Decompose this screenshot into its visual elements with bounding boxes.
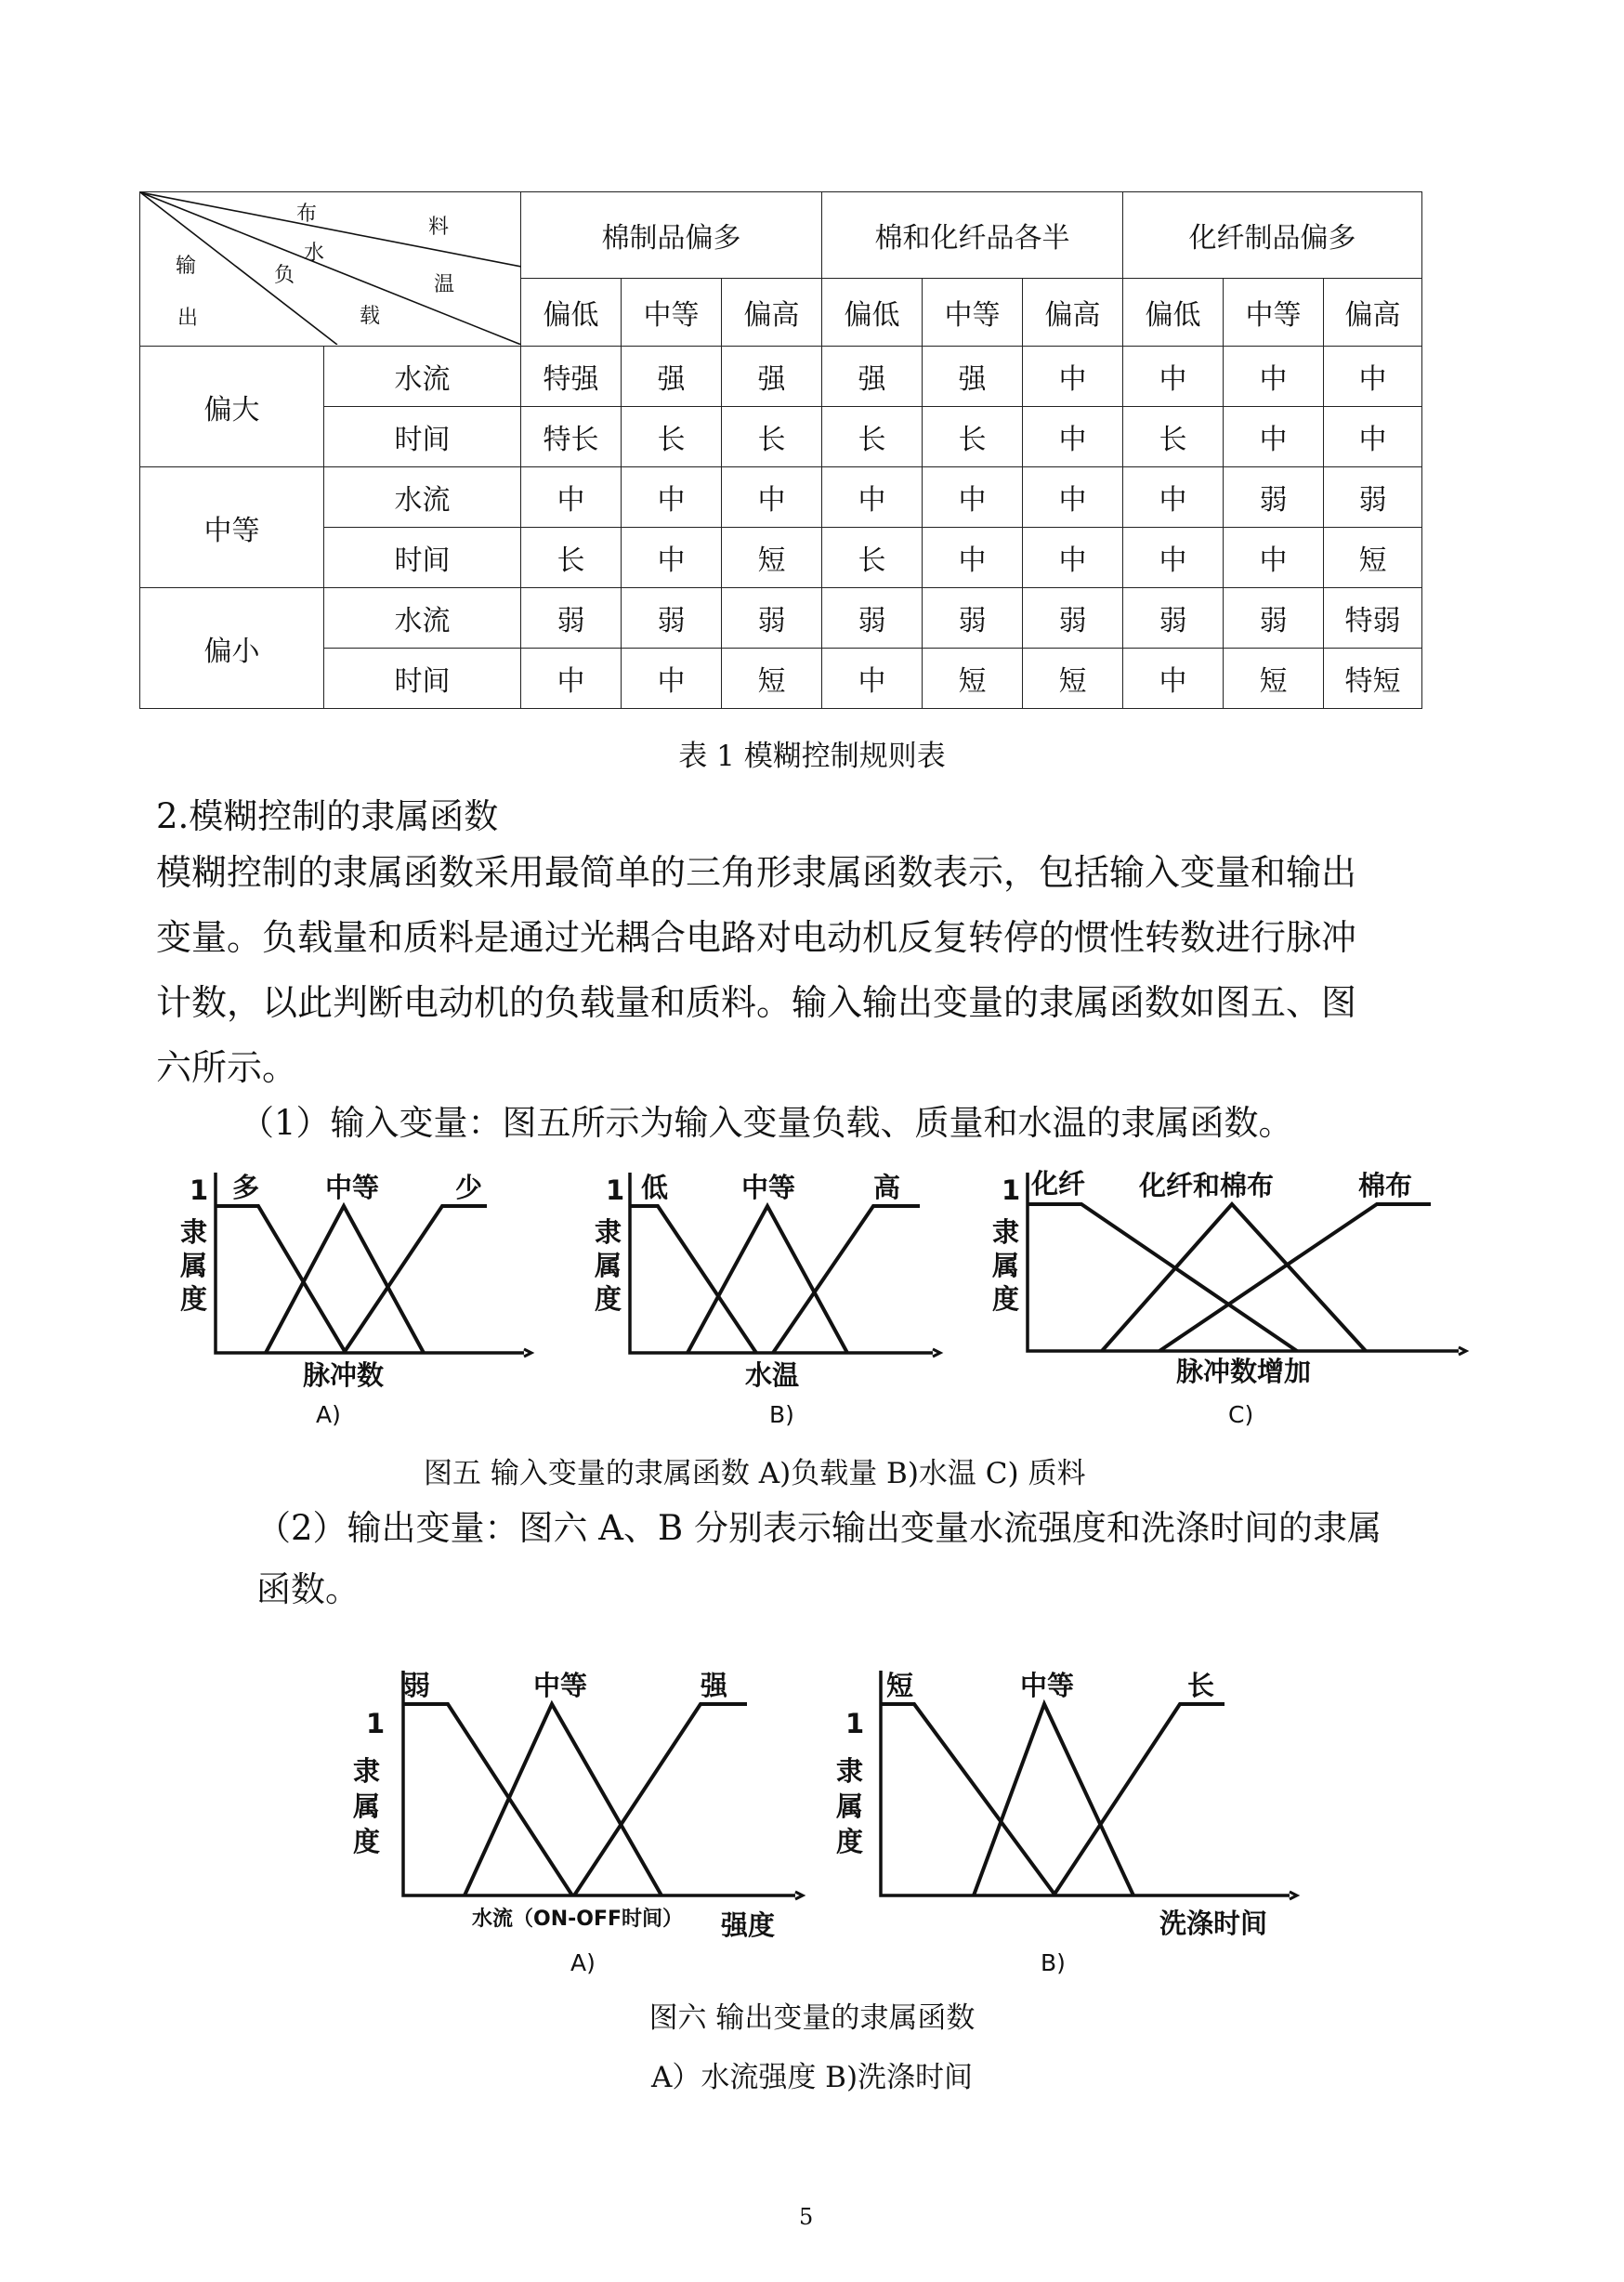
y-axis-char: 度	[353, 1826, 381, 1857]
rule-cell: 中	[1324, 407, 1422, 467]
rule-cell: 短	[1023, 649, 1123, 709]
fig5a-label: 多	[232, 1172, 260, 1203]
level-header: 偏高	[1023, 279, 1123, 347]
paragraph-line: 六所示。	[156, 1047, 298, 1088]
rule-cell: 强	[923, 347, 1023, 407]
diag-label: 温	[434, 273, 455, 296]
y-axis-char: 属	[836, 1790, 864, 1822]
fig5c-xlabel: 脉冲数增加	[1176, 1356, 1312, 1387]
rule-cell: 短	[1324, 528, 1422, 588]
level-header: 中等	[622, 279, 722, 347]
rule-cell: 特弱	[1324, 588, 1422, 649]
level-header: 偏高	[722, 279, 822, 347]
y-axis-char: 度	[836, 1826, 864, 1857]
fig5-caption: 图五 输入变量的隶属函数 A)负载量 B)水温 C) 质料	[424, 1457, 1086, 1490]
rule-cell: 中	[1023, 347, 1123, 407]
group-header: 棉和化纤品各半	[822, 192, 1123, 279]
y-axis-char: 度	[595, 1283, 622, 1315]
level-header: 中等	[923, 279, 1023, 347]
rule-cell: 中	[1123, 528, 1224, 588]
page-number: 5	[799, 2204, 814, 2230]
rule-cell: 弱	[521, 588, 622, 649]
fig6a-label: 中等	[533, 1670, 588, 1701]
rule-cell: 中	[1224, 528, 1324, 588]
diag-label: 布	[296, 203, 318, 226]
paragraph-line: 计数，以此判断电动机的负载量和质料。输入输出变量的隶属函数如图五、图	[156, 982, 1357, 1023]
fig6a-label: 弱	[403, 1670, 431, 1701]
rule-cell: 中	[1224, 347, 1324, 407]
load-level-cell: 偏小	[140, 588, 324, 709]
y-axis-char: 属	[992, 1250, 1020, 1281]
rule-cell: 中	[1324, 347, 1422, 407]
fig5b-sub: B)	[769, 1401, 794, 1428]
rule-cell: 强	[622, 347, 722, 407]
level-header: 偏低	[1123, 279, 1224, 347]
input-variable-paragraph: （1）输入变量：图五所示为输入变量负载、质量和水温的隶属函数。	[240, 1103, 1293, 1143]
fig6b-xlabel: 洗涤时间	[1159, 1908, 1268, 1939]
y-axis-char: 隶	[595, 1216, 622, 1248]
rule-cell: 中	[622, 467, 722, 528]
fig5a-xlabel: 脉冲数	[303, 1359, 385, 1391]
rule-cell: 中	[1023, 528, 1123, 588]
diag-label: 料	[428, 216, 450, 239]
y-axis-char: 度	[180, 1283, 208, 1315]
fig5b-label: 低	[641, 1172, 669, 1203]
level-header: 偏低	[521, 279, 622, 347]
fig5c-sub: C)	[1228, 1401, 1254, 1428]
rule-cell: 特长	[521, 407, 622, 467]
fig5a-label: 中等	[325, 1172, 380, 1203]
output-var-cell: 时间	[324, 528, 521, 588]
fig6a-sub: A)	[570, 1949, 596, 1976]
rule-cell: 中	[1123, 649, 1224, 709]
rule-cell: 中	[1023, 407, 1123, 467]
rule-cell: 短	[722, 528, 822, 588]
diag-label: 水	[304, 242, 325, 265]
y-axis-char: 属	[595, 1250, 622, 1281]
level-header: 偏低	[822, 279, 923, 347]
output-var-cell: 水流	[324, 467, 521, 528]
group-header: 棉制品偏多	[521, 192, 822, 279]
rule-cell: 弱	[1324, 467, 1422, 528]
fig6a-plot	[403, 1671, 803, 1899]
section-heading: 2.模糊控制的隶属函数	[156, 796, 499, 836]
rule-cell: 长	[822, 528, 923, 588]
level-header: 中等	[1224, 279, 1324, 347]
rule-cell: 弱	[622, 588, 722, 649]
rule-cell: 中	[1224, 407, 1324, 467]
rule-cell: 长	[822, 407, 923, 467]
fig6b-sub: B)	[1041, 1949, 1066, 1976]
rule-cell: 弱	[1224, 467, 1324, 528]
rule-cell: 长	[1123, 407, 1224, 467]
y-axis-char: 度	[992, 1283, 1020, 1315]
paragraph-line: 变量。负载量和质料是通过光耦合电路对电动机反复转停的惯性转数进行脉冲	[156, 917, 1357, 958]
rule-cell: 短	[722, 649, 822, 709]
paragraph-line: （2）输出变量：图六 A、B 分别表示输出变量水流强度和洗涤时间的隶属	[256, 1508, 1382, 1548]
membership-one-label: 1	[190, 1174, 209, 1206]
fig6a-label: 强	[701, 1670, 728, 1701]
diag-label: 载	[360, 305, 381, 328]
diag-label: 输	[176, 255, 197, 278]
fig6a-xlabel: 强度	[721, 1909, 776, 1941]
rule-cell: 中	[923, 467, 1023, 528]
fig5c-label: 棉布	[1358, 1170, 1413, 1201]
rule-cell: 弱	[1123, 588, 1224, 649]
fig6b-label: 中等	[1020, 1670, 1075, 1701]
rule-cell: 弱	[923, 588, 1023, 649]
y-axis-char: 隶	[353, 1755, 381, 1787]
diag-label: 负	[274, 264, 295, 287]
membership-one-label: 1	[606, 1174, 625, 1206]
rule-cell: 强	[822, 347, 923, 407]
rule-cell: 长	[521, 528, 622, 588]
output-variable-paragraph	[256, 1498, 1382, 1620]
output-var-cell: 水流	[324, 347, 521, 407]
y-axis-char: 隶	[836, 1755, 864, 1787]
fig5a-sub: A)	[316, 1401, 341, 1428]
rule-cell: 中	[923, 528, 1023, 588]
rule-cell: 弱	[1224, 588, 1324, 649]
paragraph-line: 函数。	[256, 1569, 360, 1609]
rule-cell: 短	[1224, 649, 1324, 709]
rule-cell: 中	[1023, 467, 1123, 528]
fig6a-xnote: 水流（ON-OFF时间）	[472, 1908, 684, 1931]
rule-cell: 强	[722, 347, 822, 407]
fig6-subcaption: A）水流强度 B)洗涤时间	[650, 2061, 974, 2094]
fig5b-label: 高	[873, 1172, 901, 1203]
fig5b-xlabel: 水温	[745, 1359, 800, 1391]
rule-cell: 弱	[722, 588, 822, 649]
y-axis-char: 属	[180, 1250, 208, 1281]
fig6-caption: 图六 输出变量的隶属函数	[648, 2001, 976, 2035]
rule-cell: 短	[923, 649, 1023, 709]
output-var-cell: 水流	[324, 588, 521, 649]
rule-cell: 中	[822, 649, 923, 709]
membership-one-label: 1	[366, 1708, 386, 1739]
table-caption: 表 1 模糊控制规则表	[678, 740, 946, 773]
rule-cell: 弱	[822, 588, 923, 649]
y-axis-char: 隶	[180, 1216, 208, 1248]
group-header: 化纤制品偏多	[1123, 192, 1422, 279]
rule-cell: 中	[1123, 467, 1224, 528]
rule-cell: 中	[722, 467, 822, 528]
rule-cell: 中	[521, 467, 622, 528]
rule-cell: 中	[622, 528, 722, 588]
rule-cell: 长	[622, 407, 722, 467]
membership-one-label: 1	[845, 1708, 865, 1739]
rule-cell: 特强	[521, 347, 622, 407]
fig5b-label: 中等	[741, 1172, 796, 1203]
rule-cell: 中	[822, 467, 923, 528]
rule-cell: 长	[722, 407, 822, 467]
paragraph-line: 模糊控制的隶属函数采用最简单的三角形隶属函数表示，包括输入变量和输出	[156, 852, 1357, 893]
output-var-cell: 时间	[324, 407, 521, 467]
fig5a-label: 少	[455, 1172, 483, 1203]
load-level-cell: 中等	[140, 467, 324, 588]
membership-one-label: 1	[1002, 1174, 1021, 1206]
fig5c-label: 化纤和棉布	[1139, 1170, 1275, 1201]
rule-cell: 特短	[1324, 649, 1422, 709]
diag-label: 出	[177, 307, 199, 330]
rule-cell: 弱	[1023, 588, 1123, 649]
load-level-cell: 偏大	[140, 347, 324, 467]
fig6b-plot	[881, 1671, 1297, 1899]
rule-cell: 中	[622, 649, 722, 709]
rule-cell: 中	[521, 649, 622, 709]
fig5c-label: 化纤	[1031, 1168, 1086, 1200]
level-header: 偏高	[1324, 279, 1422, 347]
rule-cell: 中	[1123, 347, 1224, 407]
fig6b-label: 长	[1187, 1670, 1215, 1701]
fig6b-label: 短	[886, 1670, 914, 1701]
rule-cell: 长	[923, 407, 1023, 467]
output-var-cell: 时间	[324, 649, 521, 709]
y-axis-char: 属	[353, 1790, 381, 1822]
y-axis-char: 隶	[992, 1216, 1020, 1248]
